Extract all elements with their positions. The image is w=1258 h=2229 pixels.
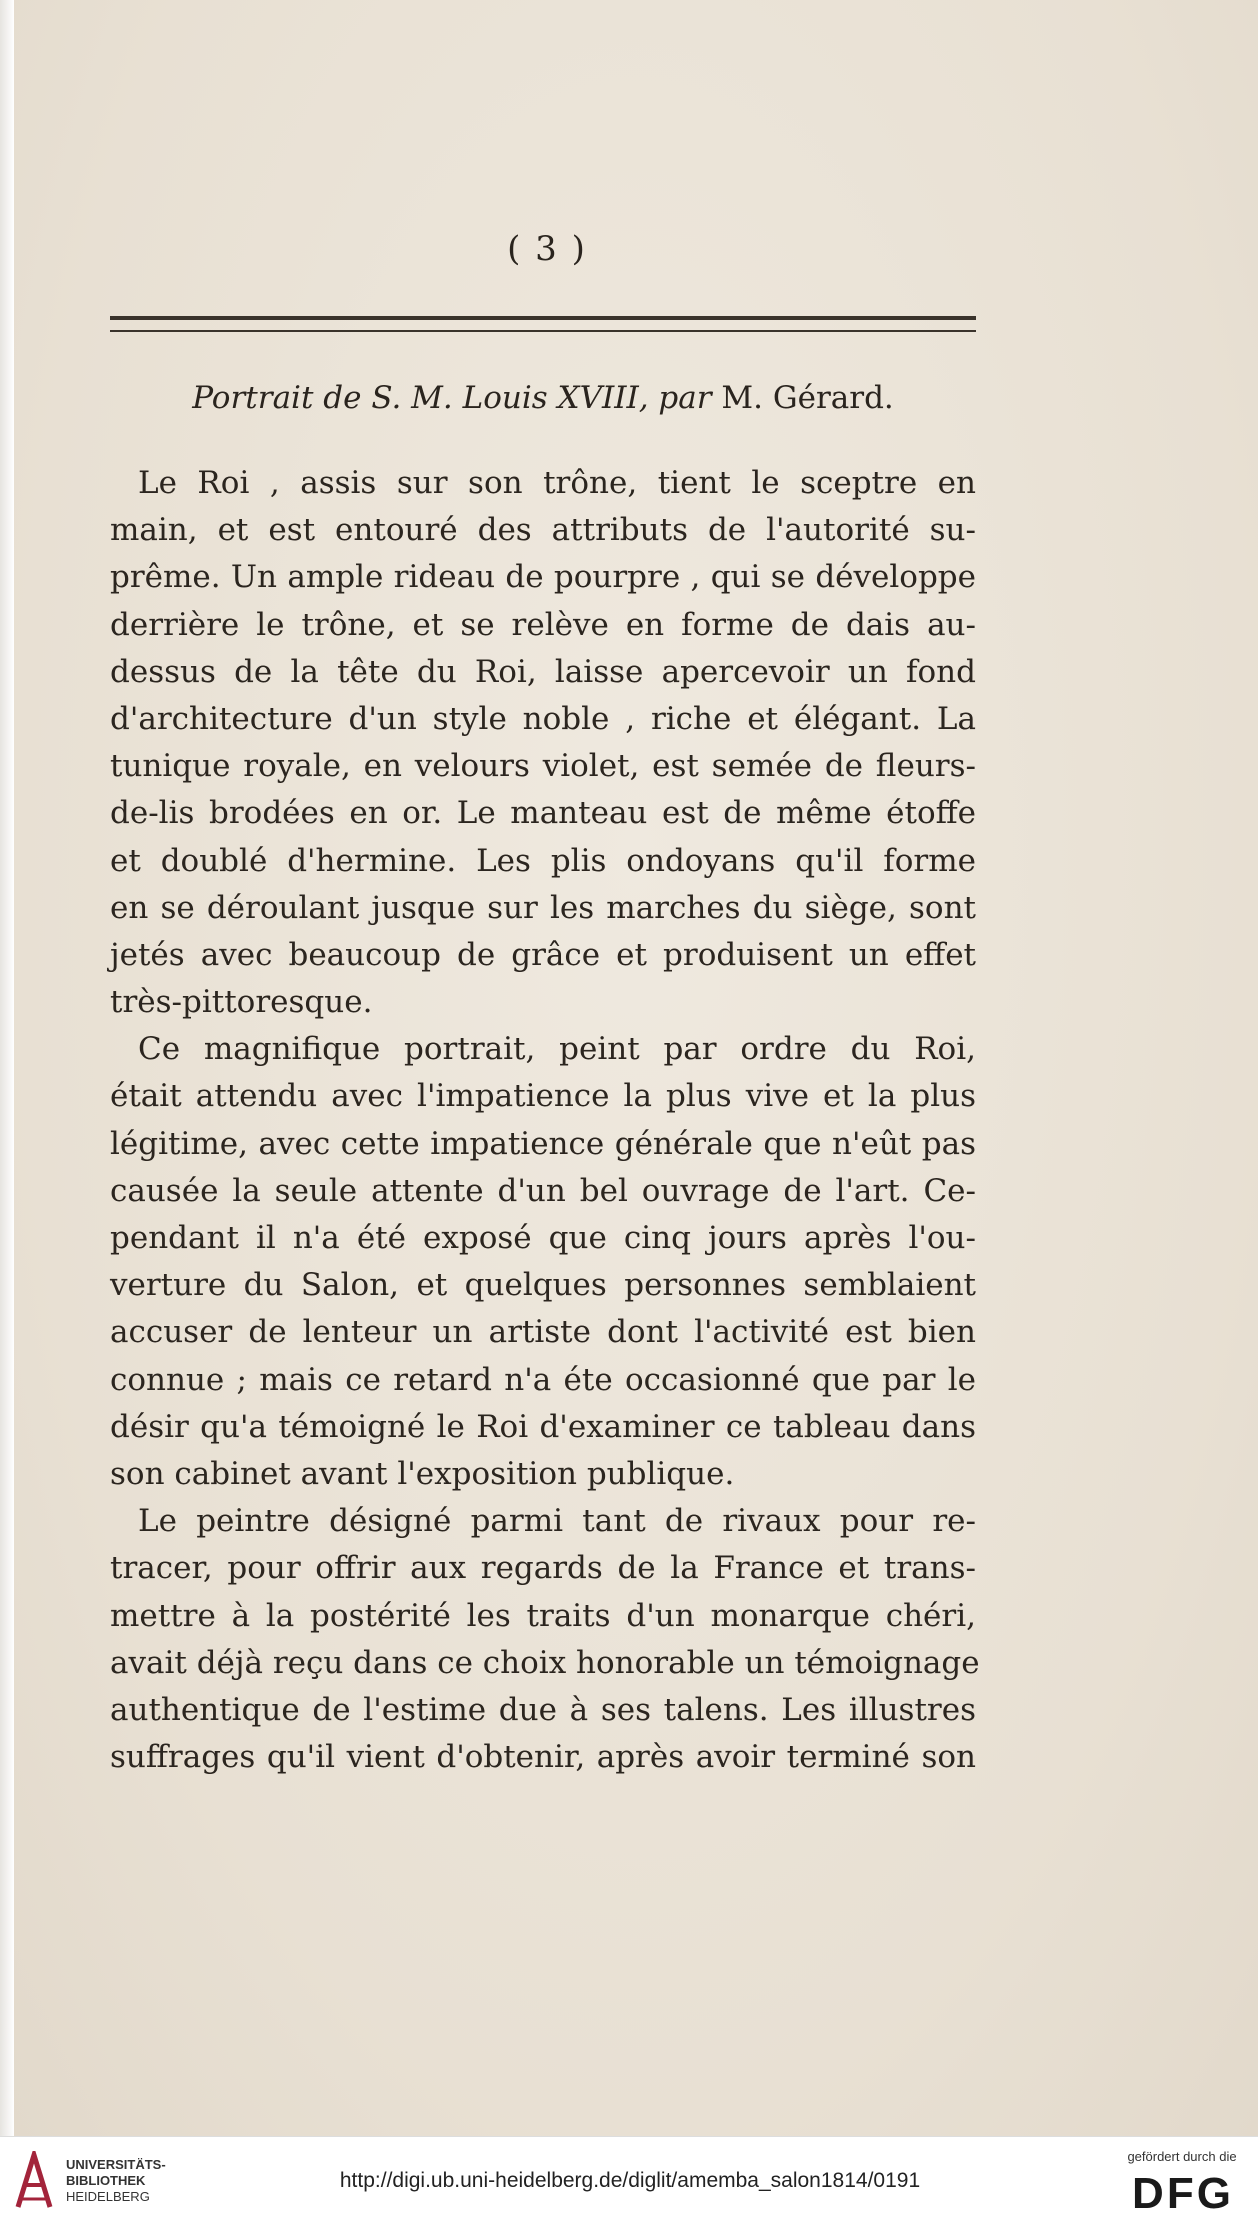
text-line: dessus de la tête du Roi, laisse apercevoir un fond: [110, 653, 976, 690]
text-line: et doublé d'hermine. Les plis ondoyans qu'il forme: [110, 842, 976, 879]
text-line: suffrages qu'il vient d'obtenir, après avoir terminé son: [110, 1739, 976, 1776]
text-line: en se déroulant jusque sur les marches du siège, sont: [110, 889, 976, 926]
university-library-logo-icon: [14, 2151, 54, 2211]
scanned-page: [14, 0, 1258, 2136]
dfg-logo: DFG: [1132, 2169, 1234, 2218]
text-line: tunique royale, en velours violet, est semée de fleurs-: [110, 748, 976, 785]
text-line: derrière le trône, et se relève en forme de dais au-: [110, 606, 976, 643]
library-name-line: HEIDELBERG: [66, 2189, 150, 2204]
funding-caption: gefördert durch die: [1127, 2149, 1237, 2164]
header-rule-thin: [110, 330, 976, 332]
text-line: Le peintre désigné parmi tant de rivaux pour re-: [138, 1503, 976, 1540]
library-name: [66, 2157, 166, 2205]
text-line: Le Roi , assis sur son trône, tient le sceptre en: [138, 465, 976, 501]
text-line: tracer, pour offrir aux regards de la France et trans-: [110, 1550, 976, 1587]
page-number: ( 3 ): [507, 229, 587, 269]
library-name-line: UNIVERSITÄTS-: [66, 2157, 166, 2172]
text-line: main, et est entouré des attributs de l'autorité su-: [110, 512, 976, 549]
text-line: causée la seule attente d'un bel ouvrage de l'art. Ce-: [110, 1172, 976, 1209]
scan-margin: [0, 0, 14, 2136]
text-line: était attendu avec l'impatience la plus vive et la plus: [110, 1078, 976, 1115]
library-name-line: BIBLIOTHEK: [66, 2173, 146, 2188]
text-line: accuser de lenteur un artiste dont l'activité est bien: [110, 1314, 976, 1351]
text-line: son cabinet avant l'exposition publique.: [110, 1455, 735, 1492]
text-line: jetés avec beaucoup de grâce et produisent un effet: [110, 936, 976, 973]
permalink-url[interactable]: http://digi.ub.uni-heidelberg.de/diglit/amemba_salon1814/0191: [339, 2169, 921, 2192]
text-line: prême. Un ample rideau de pourpre , qui se développe: [110, 559, 976, 596]
text-line: désir qu'a témoigné le Roi d'examiner ce tableau dans: [110, 1408, 976, 1445]
text-line: authentique de l'estime due à ses talens. Les illustres: [110, 1691, 976, 1728]
text-line: mettre à la postérité les traits d'un monarque chéri,: [110, 1597, 976, 1634]
body-text: [110, 460, 980, 1781]
section-title-roman: M. Gérard.: [711, 380, 894, 416]
header-rule-thick: [110, 316, 976, 320]
text-line: très-pittoresque.: [110, 984, 373, 1021]
text-line: connue ; mais ce retard n'a éte occasionné que par le: [110, 1361, 976, 1398]
section-title: [110, 380, 976, 416]
text-line: pendant il n'a été exposé que cinq jours après l'ou-: [110, 1220, 976, 1256]
footer-bar: [0, 2136, 1258, 2229]
text-line: avait déjà reçu dans ce choix honorable un témoignage: [110, 1644, 980, 1681]
section-title-italic: Portrait de S. M. Louis XVIII, par: [192, 380, 712, 416]
text-line: verture du Salon, et quelques personnes semblaient: [110, 1267, 976, 1304]
text-line: de-lis brodées en or. Le manteau est de même étoffe: [110, 795, 976, 832]
text-line: Ce magnifique portrait, peint par ordre du Roi,: [138, 1031, 976, 1068]
text-line: légitime, avec cette impatience générale que n'eût pas: [110, 1125, 976, 1162]
text-line: d'architecture d'un style noble , riche et élégant. La: [110, 700, 976, 737]
